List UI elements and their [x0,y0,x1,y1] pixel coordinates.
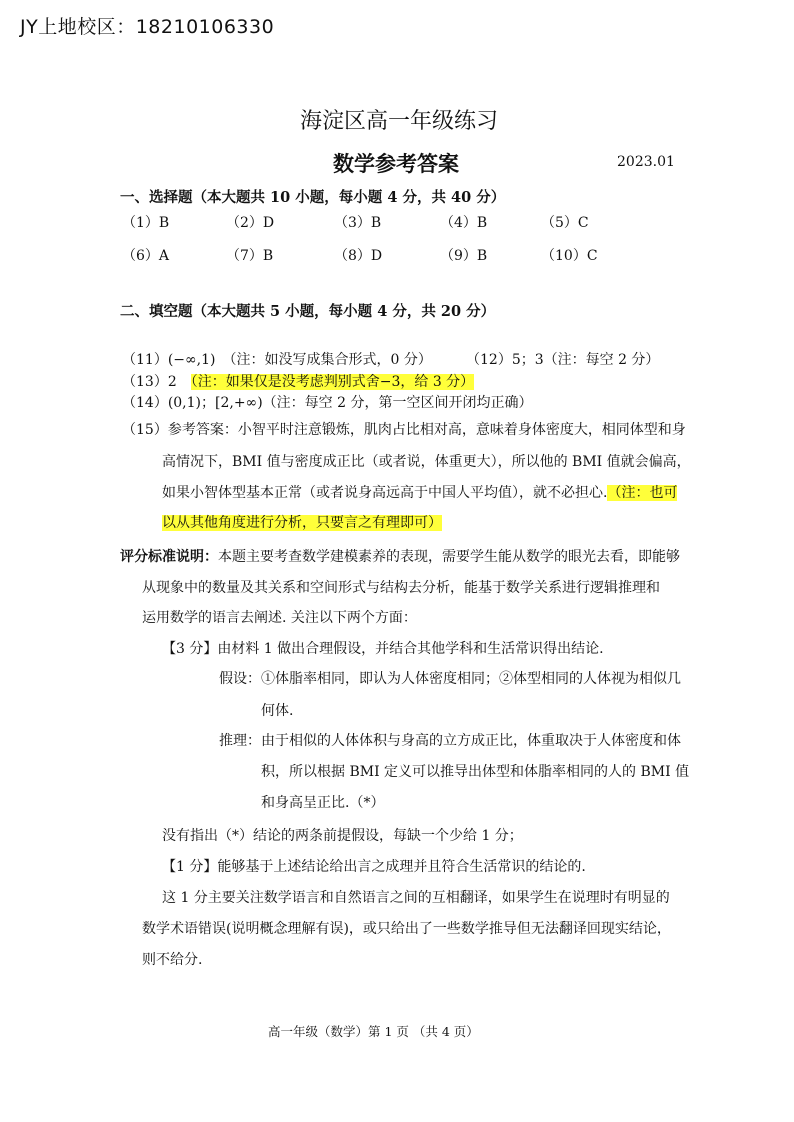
criteria-note-line2: 数学术语错误(说明概念理解有误)，或只给出了一些数学推导但无法翻译回现实结论， [142,921,671,937]
answer-15-line1: （15）参考答案：小智平时注意锻炼，肌肉占比相对高，意味着身体密度大，相同体型和身 [122,422,686,438]
page-footer: 高一年级（数学）第 1 页 （共 4 页） [268,1024,479,1039]
answer-5: （5）C [541,215,589,231]
answer-13 [122,371,474,391]
answer-14: （14）(0,1)；[2,+∞)（注：每空 2 分，第一空区间开闭均正确） [122,395,533,411]
criteria-3-points: 【3 分】由材料 1 做出合理假设，并结合其他学科和生活常识得出结论. [162,641,604,657]
answer-8: （8）D [334,248,383,264]
criteria-note-line1: 这 1 分主要关注数学语言和自然语言之间的互相翻译，如果学生在说理时有明显的 [162,890,670,906]
criteria-reasoning-line1: 推理：由于相似的人体体积与身高的立方成正比，体重取决于人体密度和体 [219,733,681,749]
section1-heading: 一、选择题（本大题共 10 小题，每小题 4 分，共 40 分） [120,189,506,206]
section2-heading: 二、填空题（本大题共 5 小题，每小题 4 分，共 20 分） [120,303,496,320]
answer-15-line3-text: 如果小智体型基本正常（或者说身高远高于中国人平均值），就不必担心. [162,485,608,501]
answer-6: （6）A [122,248,170,264]
answer-15-line4 [162,512,442,532]
header-contact: JY上地校区：18210106330 [20,16,275,38]
criteria-deduction: 没有指出（*）结论的两条前提假设，每缺一个少给 1 分； [162,828,523,844]
answer-13-note: （注：如果仅是没考虑判别式舍−3，给 3 分） [190,374,475,390]
document-title: 海淀区高一年级练习 [300,109,499,134]
answer-11: （11）(−∞,1) （注：如没写成集合形式，0 分） [122,352,432,368]
answer-15-note-end: 以从其他角度进行分析，只要言之有理即可） [162,515,442,531]
criteria-line2: 从现象中的数量及其关系和空间形式与结构去分析，能基于数学关系进行逻辑推理和 [142,580,660,596]
criteria-assumption-line2: 何体. [261,703,294,719]
answer-15-note-start: （注：也可 [607,485,678,501]
document-date: 2023.01 [617,154,675,170]
criteria-reasoning-line2: 积，所以根据 BMI 定义可以推导出体型和体脂率相同的人的 BMI 值 [261,764,690,780]
criteria-line1 [120,546,680,566]
answer-12: （12）5；3（注：每空 2 分） [466,352,660,368]
criteria-reasoning-line3: 和身高呈正比.（*） [261,795,385,811]
criteria-label: 评分标准说明： [120,549,218,565]
answer-9: （9）B [440,248,488,264]
answer-2: （2）D [226,215,275,231]
answer-15-line3 [162,482,677,502]
criteria-line3: 运用数学的语言去阐述. 关注以下两个方面： [142,610,417,626]
criteria-1-point: 【1 分】能够基于上述结论给出言之成理并且符合生活常识的结论的. [162,859,586,875]
answer-13-value: （13）2 [122,374,191,390]
criteria-line1-text: 本题主要考查数学建模素养的表现，需要学生能从数学的眼光去看，即能够 [218,549,680,565]
criteria-assumption-line1: 假设：①体脂率相同，即认为人体密度相同；②体型相同的人体视为相似几 [219,671,681,687]
answer-10: （10）C [541,248,598,264]
answer-4: （4）B [440,215,488,231]
answer-1: （1）B [122,215,170,231]
criteria-note-line3: 则不给分. [142,952,203,968]
answer-3: （3）B [334,215,382,231]
document-subtitle: 数学参考答案 [333,151,459,176]
answer-7: （7）B [226,248,274,264]
answer-15-line2: 高情况下，BMI 值与密度成正比（或者说，体重更大），所以他的 BMI 值就会偏高， [162,454,691,470]
